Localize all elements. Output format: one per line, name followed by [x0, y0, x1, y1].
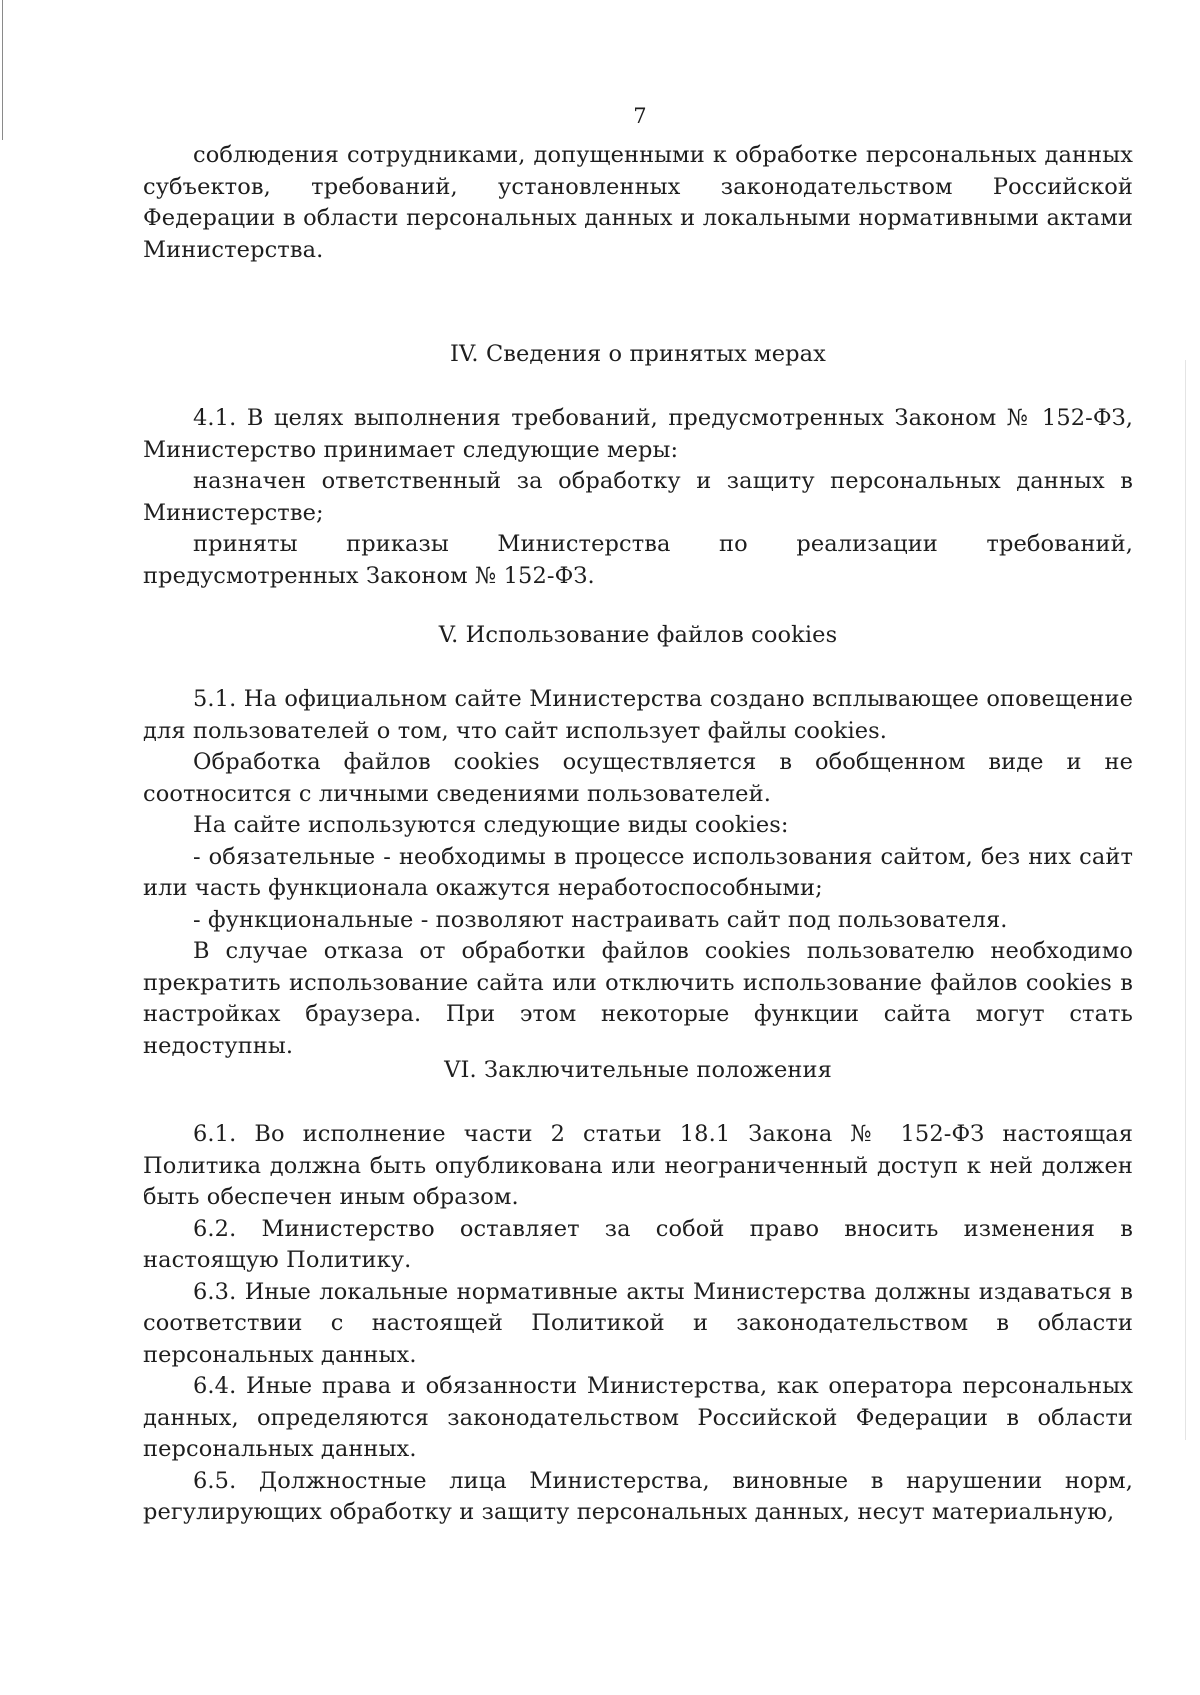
- section-4-heading: IV. Сведения о принятых мерах: [450, 341, 826, 367]
- section-5-paragraph-1: 5.1. На официальном сайте Министерства создано всплывающее оповещение для пользователей о том, что сайт использует файлы cookies.: [143, 686, 1133, 744]
- section-5-paragraph-3: На сайте используются следующие виды cookies:: [193, 812, 789, 838]
- intro-block: [143, 140, 1133, 266]
- intro-paragraph: соблюдения сотрудниками, допущенными к обработке персональных данных субъектов, требований, установленных законодательством Российской Федерации в области персональных данных и локальными нормативными актами Министерства.: [143, 142, 1133, 263]
- section-5-paragraph-4: - обязательные - необходимы в процессе использования сайтом, без них сайт или часть функционала окажутся неработоспособными;: [143, 843, 1133, 901]
- section-5-paragraph-6: В случае отказа от обработки файлов cookies пользователю необходимо прекратить использование сайта или отключить использование файлов cookies в настройках браузера. При этом некоторые функции сайта могут стать недоступны.: [143, 938, 1133, 1059]
- section-5-heading: V. Использование файлов cookies: [438, 622, 838, 648]
- page-number: 7: [633, 104, 647, 128]
- section-4-paragraph-2: назначен ответственный за обработку и защиту персональных данных в Министерстве;: [143, 468, 1133, 526]
- section-4-body: [143, 403, 1133, 592]
- section-6-body: [143, 1119, 1133, 1529]
- section-6-paragraph-3: 6.3. Иные локальные нормативные акты Министерства должны издаваться в соответствии с настоящей Политикой и законодательством в области персональных данных.: [143, 1278, 1133, 1368]
- section-5-body: [143, 684, 1133, 1062]
- section-6-heading: VI. Заключительные положения: [444, 1057, 832, 1083]
- section-5-paragraph-5: - функциональные - позволяют настраивать сайт под пользователя.: [193, 906, 1008, 933]
- section-6-paragraph-5: 6.5. Должностные лица Министерства, виновные в нарушении норм, регулирующих обработку и защиту персональных данных, несут материальную,: [143, 1467, 1133, 1525]
- section-4-paragraph-3: приняты приказы Министерства по реализации требований, предусмотренных Законом № 152-ФЗ.: [143, 531, 1133, 589]
- section-5-paragraph-2: Обработка файлов cookies осуществляется в обобщенном виде и не соотносится с личными сведениями пользователей.: [143, 749, 1133, 807]
- section-6-paragraph-4: 6.4. Иные права и обязанности Министерства, как оператора персональных данных, определяются законодательством Российской Федерации в области персональных данных.: [143, 1373, 1133, 1462]
- section-6-paragraph-2: 6.2. Министерство оставляет за собой право вносить изменения в настоящую Политику.: [143, 1215, 1133, 1273]
- scan-edge-line-right: [1185, 360, 1186, 1440]
- section-6-paragraph-1: 6.1. Во исполнение части 2 статьи 18.1 Закона № 152-ФЗ настоящая Политика должна быть опубликована или неограниченный доступ к ней должен быть обеспечен иным образом.: [143, 1121, 1133, 1210]
- section-4-paragraph-1: 4.1. В целях выполнения требований, предусмотренных Законом № 152-ФЗ, Министерство принимает следующие меры:: [143, 405, 1133, 463]
